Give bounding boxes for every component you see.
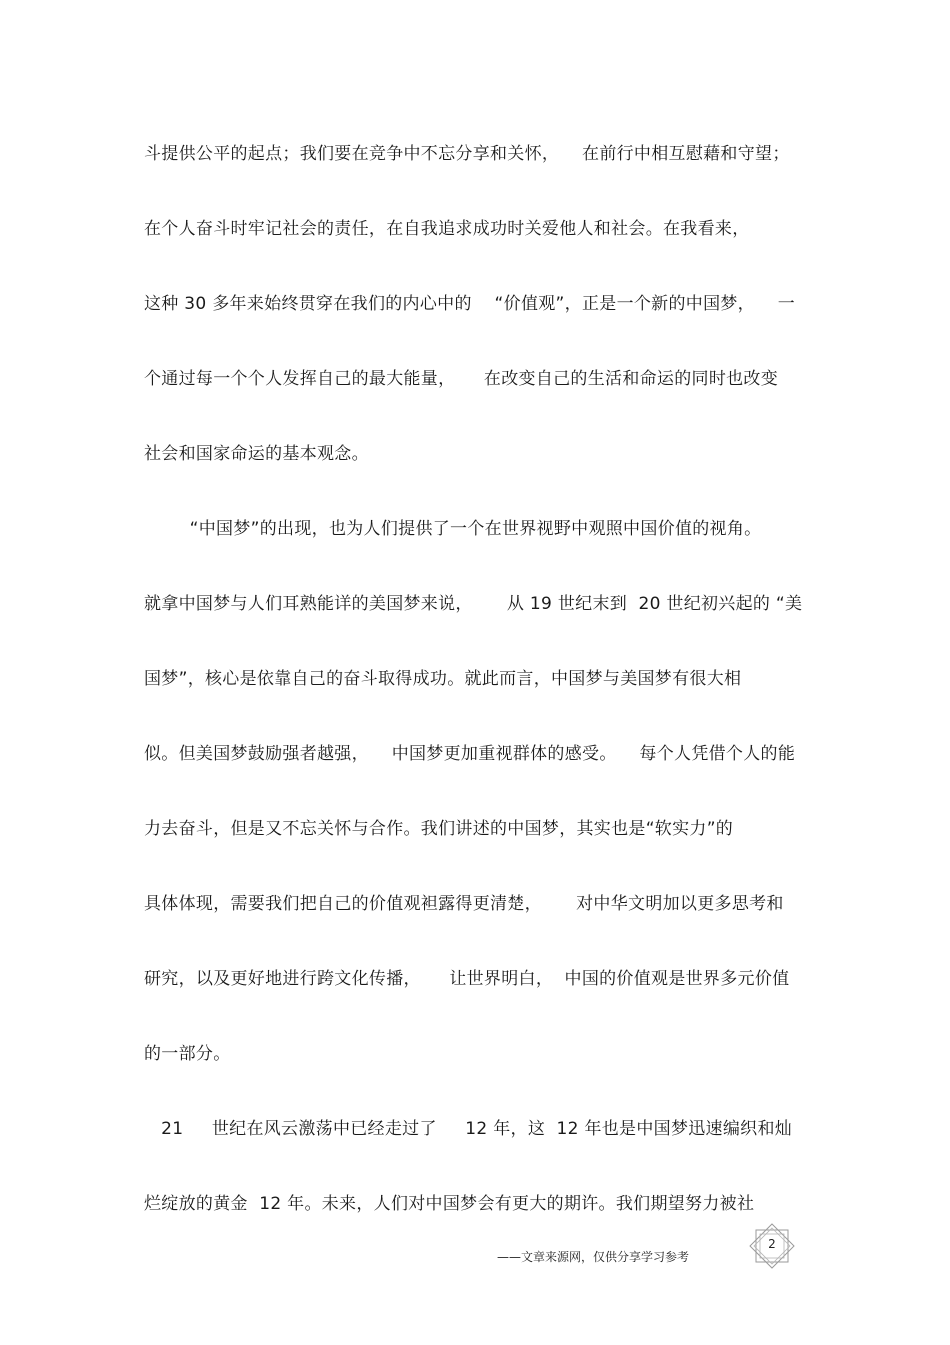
text-line-1: 斗提供公平的起点；我们要在竞争中不忘分享和关怀， 在前行中相互慰藉和守望；: [144, 144, 790, 164]
text-line-14: 21 世纪在风云激荡中已经走过了 12 年，这 12 年也是中国梦迅速编织和灿: [144, 1119, 793, 1139]
text-line-11: 具体体现，需要我们把自己的价值观袒露得更清楚， 对中华文明加以更多思考和: [144, 894, 784, 914]
text-line-2: 在个人奋斗时牢记社会的责任，在自我追求成功时关爱他人和社会。在我看来，: [144, 219, 750, 239]
text-line-3: 这种 30 多年来始终贯穿在我们的内心中的 “价值观”，正是一个新的中国梦， 一: [144, 294, 796, 314]
source-note: ——文章来源网，仅供分享学习参考: [497, 1250, 690, 1264]
text-line-4: 个通过每一个个人发挥自己的最大能量， 在改变自己的生活和命运的同时也改变: [144, 369, 779, 389]
text-line-10: 力去奋斗，但是又不忘关怀与合作。我们讲述的中国梦，其实也是“软实力”的: [144, 819, 734, 839]
text-line-8: 国梦”，核心是依靠自己的奋斗取得成功。就此而言，中国梦与美国梦有很大相: [144, 669, 742, 689]
text-line-12: 研究，以及更好地进行跨文化传播， 让世界明白， 中国的价值观是世界多元价值: [144, 969, 790, 989]
page-number: 2: [768, 1237, 776, 1251]
text-line-15: 烂绽放的黄金 12 年。未来，人们对中国梦会有更大的期许。我们期望努力被社: [144, 1194, 755, 1214]
text-line-9: 似。但美国梦鼓励强者越强， 中国梦更加重视群体的感受。 每个人凭借个人的能: [144, 744, 796, 764]
text-line-6: “中国梦”的出现，也为人们提供了一个在世界视野中观照中国价值的视角。: [144, 519, 762, 539]
text-line-5: 社会和国家命运的基本观念。: [144, 444, 369, 464]
page-number-badge: [748, 1222, 796, 1270]
text-line-13: 的一部分。: [144, 1044, 231, 1064]
text-line-7: 就拿中国梦与人们耳熟能详的美国梦来说， 从 19 世纪末到 20 世纪初兴起的 “美: [144, 594, 803, 614]
